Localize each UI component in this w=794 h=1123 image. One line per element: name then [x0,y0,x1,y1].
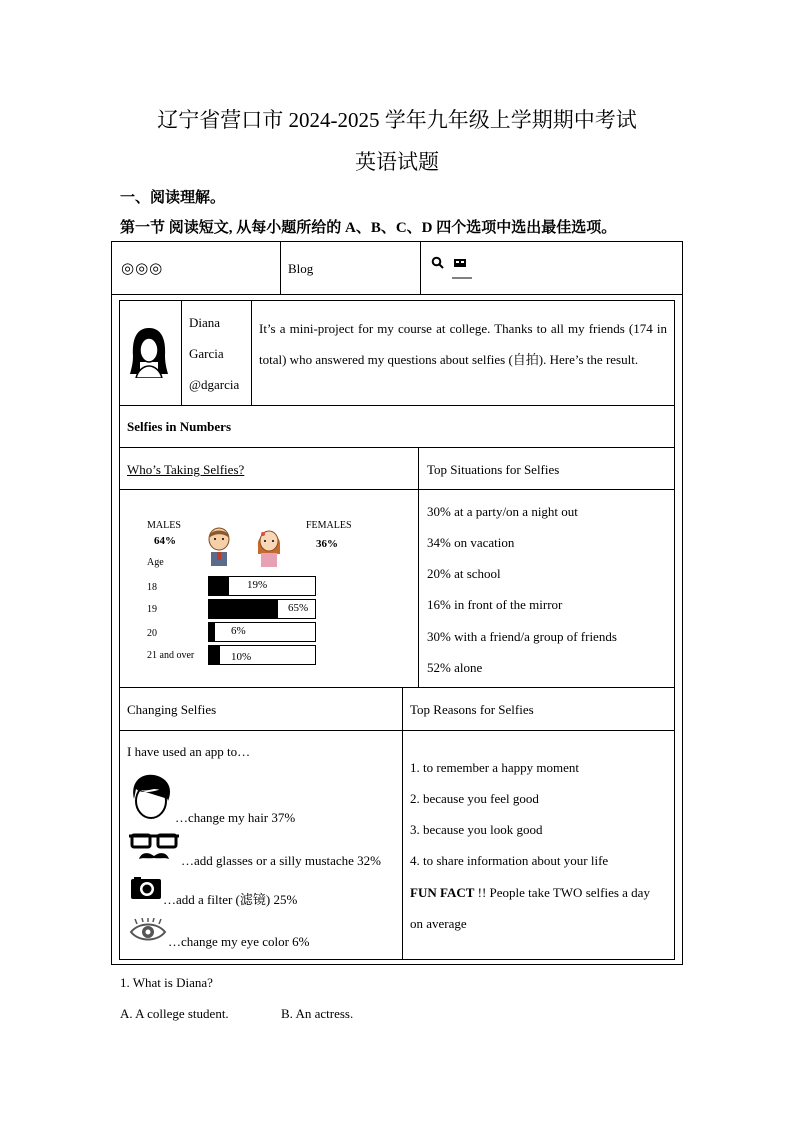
situation-item: 30% with a friend/a group of friends [427,629,617,644]
profile-handle[interactable]: @dgarcia [189,377,240,392]
profile-surname: Garcia [189,346,224,361]
situation-item: 16% in front of the mirror [427,597,563,612]
chart-label-19: 65% [288,602,309,614]
app-item-eye: …change my eye color 6% [168,934,310,949]
fun-fact-text: !! People take TWO selfies a day [474,885,650,900]
chart-category-18: 18 [147,582,157,593]
subsection-heading: 第一节 阅读短文, 从每小题所给的 A、B、C、D 四个选项中选出最佳选项。 [120,220,617,236]
avatar [128,326,170,383]
option-a[interactable]: A. A college student. [120,1006,229,1021]
chart-category-20: 20 [147,628,157,639]
girl-icon [256,526,282,575]
fun-fact [410,885,650,901]
camera-icon [130,876,162,905]
chart-category-19: 19 [147,604,157,615]
situation-item: 20% at school [427,566,501,581]
blog-tab[interactable]: Blog [288,261,314,276]
selfies-heading: Selfies in Numbers [127,419,231,434]
eye-icon [129,918,167,949]
chart-label-20: 6% [231,625,246,637]
app-item-glasses: …add glasses or a silly mustache 32% [181,853,382,868]
chart-category-21-over: 21 and over [147,650,195,661]
reasons-heading: Top Reasons for Selfies [410,702,534,717]
changing-heading: Changing Selfies [127,702,217,717]
chart-label-21-over: 10% [231,651,252,663]
question-1: 1. What is Diana? [120,975,213,990]
page-title: 辽宁省营口市 2024-2025 学年九年级上学期期中考试 [157,108,637,132]
page-subtitle: 英语试题 [355,150,439,174]
who-heading[interactable]: Who’s Taking Selfies? [127,462,245,477]
reason-item: 1. to remember a happy moment [410,760,579,775]
app-intro: I have used an app to… [127,744,251,759]
chart-bar-20 [208,622,316,642]
chart-bar-21-over [208,645,316,665]
blog-post-text: It’s a mini-project for my course at college. Thanks to all my friends (174 in total) who answered my questions about selfies (自拍). Here’s the result. [259,321,667,367]
hair-icon [128,773,174,826]
profile-name: Diana [189,315,221,330]
search-icon[interactable] [431,256,445,275]
age-label: Age [147,557,164,568]
reason-item: 3. because you look good [410,822,543,837]
glasses-mustache-icon [129,831,179,872]
app-item-filter: …add a filter (滤镜) 25% [163,892,298,907]
fun-fact-text-2: on average [410,916,467,931]
situation-item: 34% on vacation [427,535,515,550]
males-percent: 64% [154,535,176,547]
situation-item: 30% at a party/on a night out [427,504,578,519]
females-label: FEMALES [306,520,352,531]
app-item-hair: …change my hair 37% [175,810,296,825]
males-label: MALES [147,520,181,531]
option-b[interactable]: B. An actress. [281,1006,354,1021]
window-dots-icon: ◎◎◎ [121,261,164,277]
boy-icon [206,526,232,575]
chart-label-18: 19% [247,579,268,591]
situation-item: 52% alone [427,660,483,675]
section-heading: 一、阅读理解。 [120,190,226,206]
fun-fact-label: FUN FACT [410,885,475,900]
reason-item: 2. because you feel good [410,791,539,806]
reason-item: 4. to share information about your life [410,853,609,868]
user-menu-icon[interactable] [452,258,472,285]
females-percent: 36% [316,538,338,550]
situations-heading: Top Situations for Selfies [427,462,560,477]
